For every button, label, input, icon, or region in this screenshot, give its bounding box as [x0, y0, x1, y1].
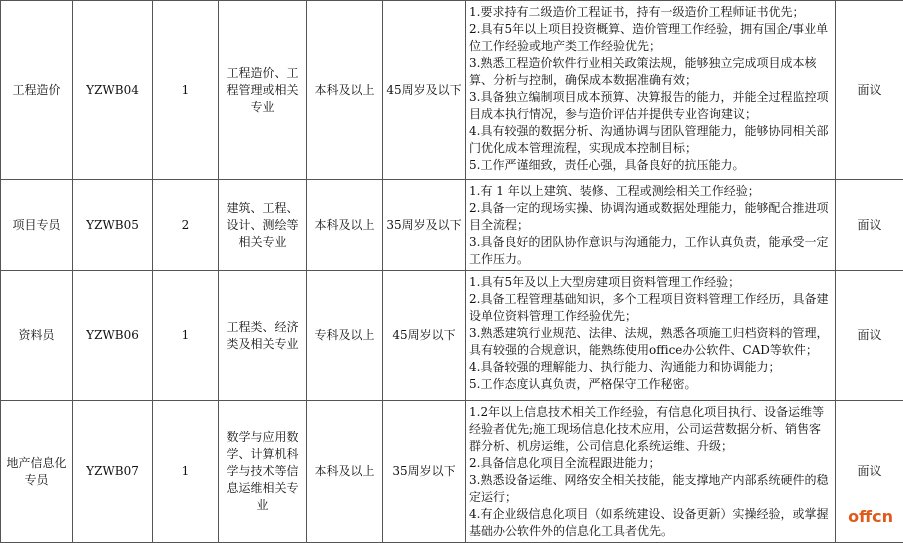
code-cell: YZWB05 [73, 180, 153, 271]
count-cell: 2 [153, 180, 219, 271]
age-cell [383, 180, 466, 271]
table-row [1, 271, 903, 401]
major-cell [219, 271, 307, 401]
requirement-line: 3.具备良好的团队协作意识与沟通能力，工作认真负责，能承受一定工作压力。 [469, 234, 833, 268]
requirement-line: 3.具备独立编制项目成本预算、决算报告的能力，并能全过程监控项目成本执行情况，参与造价评估并提供专业咨询建议； [469, 89, 833, 123]
code-cell: YZWB07 [73, 401, 153, 543]
requirement-line: 1.具有5年及以上大型房建项目资料管理工作经验； [469, 274, 833, 291]
education-cell: 本科及以上 [307, 401, 383, 543]
age-cell: 35周岁以下 [383, 401, 466, 543]
position-cell: 工程造价 [1, 1, 73, 180]
requirement-line: 4.具有较强的数据分析、沟通协调与团队管理能力，能够协同相关部门优化成本管理流程，实现成本控制目标； [469, 123, 833, 157]
code-cell: YZWB04 [73, 1, 153, 180]
major-cell [219, 401, 307, 543]
major-cell [219, 1, 307, 180]
position-cell: 资料员 [1, 271, 73, 401]
table-body [1, 1, 903, 543]
requirements-cell [466, 271, 836, 401]
requirement-line: 3.熟悉设备运维、网络安全相关技能，能支撑地产内部系统硬件的稳定运行； [469, 472, 833, 506]
requirement-line: 4.有企业级信息化项目（如系统建设、设备更新）实操经验，或掌握基础办公软件外的信息化工具者优先。 [469, 506, 833, 540]
requirements-cell [466, 1, 836, 180]
offcn-watermark: offcn [848, 507, 893, 526]
age-text: 45周岁以下 [383, 327, 465, 344]
requirement-line: 2.具备信息化项目全流程跟进能力； [469, 455, 833, 472]
requirement-line: 1.要求持有二级造价工程证书，持有一级造价工程师证书优先； [469, 4, 833, 21]
education-cell: 本科及以上 [307, 180, 383, 271]
major-cell [219, 180, 307, 271]
age-text: 35周岁及以下 [383, 217, 465, 234]
count-cell: 1 [153, 401, 219, 543]
requirement-line: 1.2年以上信息技术相关工作经验，有信息化项目执行、设备运维等经验者优先;施工现场信息化技术应用，公司运营数据分析、销售客群分析、机房运维，公司信息化系统运维、升级； [469, 404, 833, 455]
interview-cell: 面议 [836, 401, 903, 543]
position-text: 地产信息化专员 [1, 455, 72, 489]
interview-cell: 面议 [836, 271, 903, 401]
requirements-cell [466, 180, 836, 271]
major-text: 工程造价、工程管理或相关专业 [219, 65, 306, 116]
interview-cell: 面议 [836, 1, 903, 180]
requirement-line: 5.工作态度认真负责，严格保守工作秘密。 [469, 376, 833, 393]
requirement-line: 4.具备较强的理解能力、执行能力、沟通能力和协调能力； [469, 359, 833, 376]
education-cell: 本科及以上 [307, 1, 383, 180]
position-cell [1, 401, 73, 543]
table-row [1, 180, 903, 271]
requirement-line: 2.具有5年以上项目投资概算、造价管理工作经验，拥有国企/事业单位工作经验或地产类工作经验优先； [469, 21, 833, 55]
count-cell: 1 [153, 1, 219, 180]
major-text: 建筑、工程、设计、测绘等相关专业 [219, 200, 306, 251]
requirement-line: 2.具备工程管理基础知识，多个工程项目资料管理工作经历，具备建设单位资料管理工作经验优先； [469, 291, 833, 325]
age-text: 45周岁及以下 [383, 82, 465, 99]
age-cell [383, 1, 466, 180]
code-cell: YZWB06 [73, 271, 153, 401]
education-cell: 专科及以上 [307, 271, 383, 401]
position-cell: 项目专员 [1, 180, 73, 271]
interview-cell: 面议 [836, 180, 903, 271]
table-row [1, 401, 903, 543]
requirements-cell [466, 401, 836, 543]
age-cell [383, 271, 466, 401]
requirement-line: 3.熟悉建筑行业规范、法律、法规，熟悉各项施工归档资料的管理，具有较强的合规意识，能熟练使用office办公软件、CAD等软件； [469, 325, 833, 359]
count-cell: 1 [153, 271, 219, 401]
requirement-line: 1.有 1 年以上建筑、装修、工程或测绘相关工作经验； [469, 183, 833, 200]
requirement-line: 2.具备一定的现场实操、协调沟通或数据处理能力，能够配合推进项目全流程； [469, 200, 833, 234]
table-row [1, 1, 903, 180]
requirement-line: 3.熟悉工程造价软件行业相关政策法规，能够独立完成项目成本核算、分析与控制，确保成本数据准确有效； [469, 55, 833, 89]
major-text: 数学与应用数学、计算机科学与技术等信息运维相关专业 [219, 429, 306, 514]
requirement-line: 5.工作严谨细致，责任心强，具备良好的抗压能力。 [469, 157, 833, 174]
major-text: 工程类、经济类及相关专业 [219, 319, 306, 353]
